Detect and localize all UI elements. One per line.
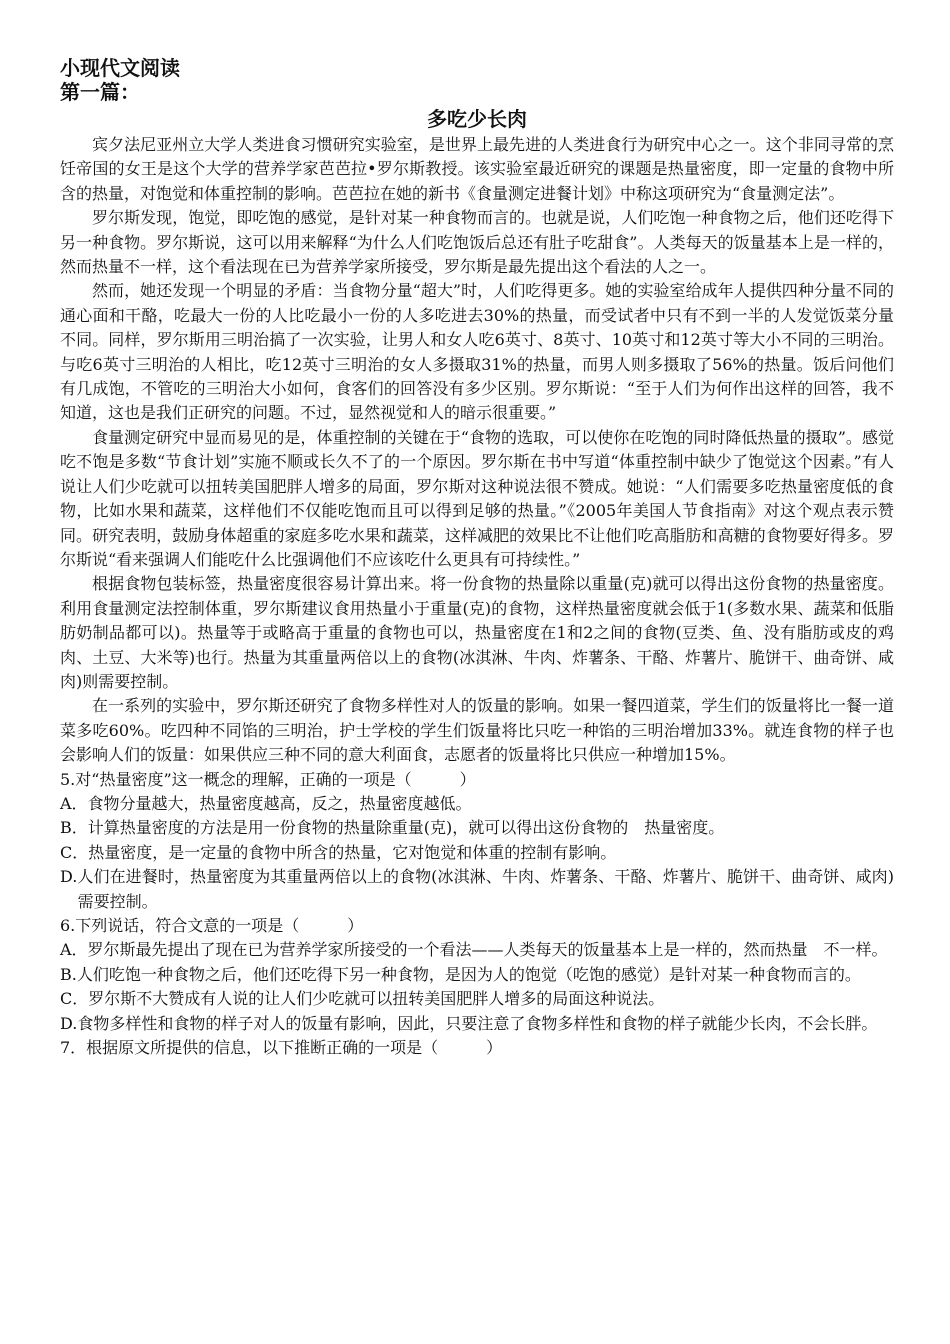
article-paragraph: 在一系列的实验中，罗尔斯还研究了食物多样性对人的饭量的影响。如果一餐四道菜，学生们的饭量将比一餐一道菜多吃60%。吃四种不同馅的三明治，护士学校的学生们饭量将比只吃一种馅的三明治增加33%。就连食物的样子也会影响人们的饭量：如果供应三种不同的意大利面食，志愿者的饭量将比只供应一种增加15%。 xyxy=(60,696,894,765)
section-heading: 小现代文阅读 xyxy=(60,56,180,80)
article-paragraph: 罗尔斯发现，饱觉，即吃饱的感觉，是针对某一种食物而言的。也就是说，人们吃饱一种食物之后，他们还吃得下另一种食物。罗尔斯说，这可以用来解释“为什么人们吃饱饭后总还有肚子吃甜食”。人类每天的饭量基本上是一样的，然而热量不一样，这个看法现在已为营养学家所接受，罗尔斯是最先提出这个看法的人之一。 xyxy=(60,208,894,277)
article-paragraph: 然而，她还发现一个明显的矛盾：当食物分量“超大”时，人们吃得更多。她的实验室给成年人提供四种分量不同的通心面和干酪，吃最大一份的人比吃最小一份的人多吃进去30%的热量，而受试者中只有不到一半的人发觉饭菜分量不同。同样，罗尔斯用三明治搞了一次实验，让男人和女人吃6英寸、8英寸、10英寸和12英寸等大小不同的三明治。与吃6英寸三明治的人相比，吃12英寸三明治的女人多摄取31%的热量，而男人则多摄取了56%的热量。饭后问他们有几成饱，不管吃的三明治大小如何，食客们的回答没有多少区别。罗尔斯说：“至于人们为何作出这样的回答，我不知道，这也是我们正研究的问题。不过，显然视觉和人的暗示很重要。” xyxy=(60,281,894,423)
question-option: A．罗尔斯最先提出了现在已为营养学家所接受的一个看法——人类每天的饭量基本上是一样的，然而热量 不一样。 xyxy=(60,940,888,960)
question-stem: 5.对“热量密度”这一概念的理解，正确的一项是（ ） xyxy=(60,769,476,789)
part-heading: 第一篇： xyxy=(60,80,140,104)
question-7 xyxy=(60,1036,894,1060)
article-title: 多吃少长肉 xyxy=(427,107,527,131)
question-option: B．计算热量密度的方法是用一份食物的热量除重量(克)，就可以得出这份食物的 热量密度。 xyxy=(60,818,725,838)
question-6 xyxy=(60,914,894,1036)
question-option: D.食物多样性和食物的样子对人的饭量有影响，因此，只要注意了食物多样性和食物的样子就能少长肉，不会长胖。 xyxy=(60,1013,878,1033)
question-option: C．热量密度，是一定量的食物中所含的热量，它对饱觉和体重的控制有影响。 xyxy=(60,842,617,862)
question-option: B.人们吃饱一种食物之后，他们还吃得下另一种食物，是因为人的饱觉（吃饱的感觉）是针对某一种食物而言的。 xyxy=(60,964,861,984)
article-paragraph: 食量测定研究中显而易见的是，体重控制的关键在于“食物的选取，可以使你在吃饱的同时降低热量的摄取”。感觉吃不饱是多数“节食计划”实施不顺或长久不了的一个原因。罗尔斯在书中写道“体重控制中缺少了饱觉这个因素。”有人说让人们少吃就可以扭转美国肥胖人增多的局面，罗尔斯对这种说法很不赞成。她说：“人们需要多吃热量密度低的食物，比如水果和蔬菜，这样他们不仅能吃饱而且可以得到足够的热量。”《2005年美国人节食指南》对这个观点表示赞同。研究表明，鼓励身体超重的家庭多吃水果和蔬菜，这样减肥的效果比不让他们吃高脂肪和高糖的食物要好得多。罗尔斯说“看来强调人们能吃什么比强调他们不应该吃什么更具有可持续性。” xyxy=(60,427,894,569)
article-paragraph: 根据食物包装标签，热量密度很容易计算出来。将一份食物的热量除以重量(克)就可以得出这份食物的热量密度。利用食量测定法控制体重，罗尔斯建议食用热量小于重量(克)的食物，这样热量密度就会低于1(多数水果、蔬菜和低脂肪奶制品都可以)。热量等于或略高于重量的食物也可以，热量密度在1和2之间的食物(豆类、鱼、没有脂肪或皮的鸡肉、土豆、大米等)也行。热量为其重量两倍以上的食物(冰淇淋、牛肉、炸薯条、干酪、炸薯片、脆饼干、曲奇饼、咸肉)则需要控制。 xyxy=(60,574,894,691)
document-page xyxy=(60,56,894,1060)
question-5 xyxy=(60,768,894,914)
question-stem: 6.下列说话，符合文意的一项是（ ） xyxy=(60,916,364,935)
question-option: A．食物分量越大，热量密度越高，反之，热量密度越低。 xyxy=(60,793,472,813)
article-body xyxy=(60,133,894,768)
question-option: D.人们在进餐时，热量密度为其重量两倍以上的食物(冰淇淋、牛肉、炸薯条、干酪、炸薯片、脆饼干、曲奇饼、咸肉)需要控制。 xyxy=(60,867,894,911)
article-paragraph: 宾夕法尼亚州立大学人类进食习惯研究实验室，是世界上最先进的人类进食行为研究中心之一。这个非同寻常的烹饪帝国的女王是这个大学的营养学家芭芭拉•罗尔斯教授。该实验室最近研究的课题是热量密度，即一定量的食物中所含的热量，对饱觉和体重控制的影响。芭芭拉在她的新书《食量测定进餐计划》中称这项研究为“食量测定法”。 xyxy=(60,135,894,203)
question-stem: 7．根据原文所提供的信息，以下推断正确的一项是（ ） xyxy=(60,1038,503,1058)
question-option: C．罗尔斯不大赞成有人说的让人们少吃就可以扭转美国肥胖人增多的局面这种说法。 xyxy=(60,989,665,1009)
